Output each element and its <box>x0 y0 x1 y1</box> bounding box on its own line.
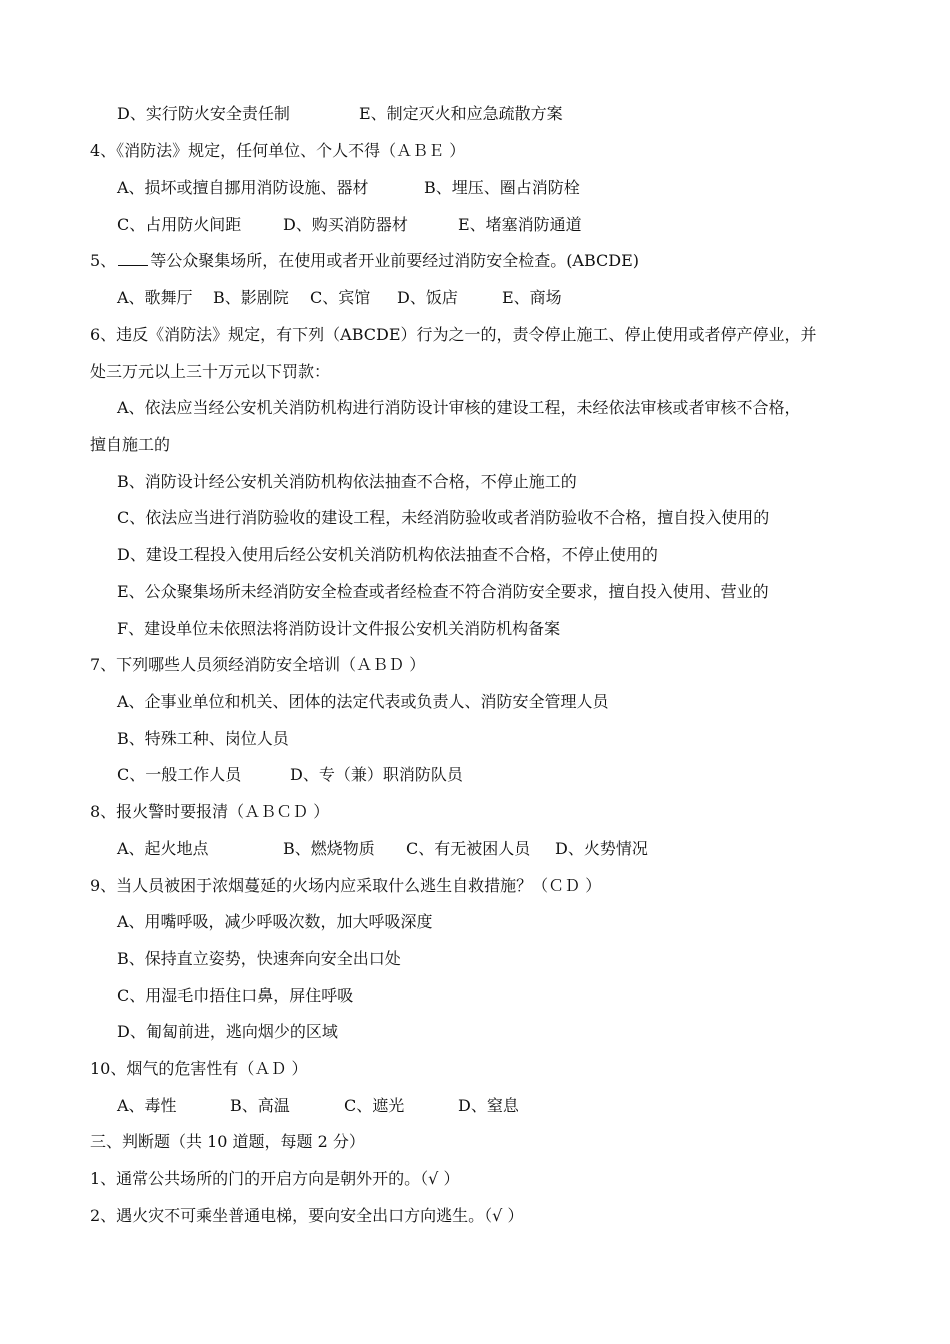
q9-option-a: A、用嘴呼吸，减少呼吸次数，加大呼吸深度 <box>117 912 433 931</box>
q4-option-c: C、占用防火间距 <box>117 215 242 234</box>
q10-stem: 10、烟气的危害性有（ＡＤ ） <box>90 1059 308 1078</box>
q8-stem: 8、报火警时要报清（ＡＢＣＤ ） <box>90 802 330 821</box>
q6-option-c: C、依法应当进行消防验收的建设工程，未经消防验收或者消防验收不合格，擅自投入使用的 <box>117 508 770 527</box>
q6-option-b: B、消防设计经公安机关消防机构依法抽查不合格，不停止施工的 <box>117 472 577 491</box>
q4-option-b: B、埋压、圈占消防栓 <box>424 178 580 197</box>
q4-stem: 4、《消防法》规定，任何单位、个人不得（ＡＢＥ ） <box>90 141 466 160</box>
q4-option-e: E、堵塞消防通道 <box>458 215 582 234</box>
q7-option-a: A、企事业单位和机关、团体的法定代表或负责人、消防安全管理人员 <box>117 692 609 711</box>
q4-option-d: D、购买消防器材 <box>283 215 408 234</box>
section3-heading: 三、判断题（共 10 道题，每题 2 分） <box>90 1132 365 1151</box>
q6-option-e: E、公众聚集场所未经消防安全检查或者经检查不符合消防安全要求，擅自投入使用、营业的 <box>117 582 769 601</box>
q5-option-d: D、饭店 <box>397 288 458 307</box>
q9-stem: 9、当人员被困于浓烟蔓延的火场内应采取什么逃生自救措施？（ＣＤ ） <box>90 876 602 895</box>
q9-option-c: C、用湿毛巾捂住口鼻，屏住呼吸 <box>117 986 354 1005</box>
q6-option-f: F、建设单位未依照法将消防设计文件报公安机关消防机构备案 <box>117 619 561 638</box>
q5-option-c: C、宾馆 <box>310 288 371 307</box>
q7-option-b: B、特殊工种、岗位人员 <box>117 729 289 748</box>
q5-stem <box>90 251 639 271</box>
q6-stem-line1: 6、违反《消防法》规定，有下列（ABCDE）行为之一的，责令停止施工、停止使用或者停产停业，并 <box>90 325 817 344</box>
q7-stem: 7、下列哪些人员须经消防安全培训（ＡＢＤ ） <box>90 655 426 674</box>
q3-option-e: E、制定灭火和应急疏散方案 <box>359 104 563 123</box>
q8-option-b: B、燃烧物质 <box>283 839 375 858</box>
section3-q2: 2、遇火灾不可乘坐普通电梯，要向安全出口方向逃生。（√ ） <box>90 1206 524 1225</box>
q9-option-d: D、匍匐前进，逃向烟少的区域 <box>117 1022 338 1041</box>
q8-option-a: A、起火地点 <box>117 839 209 858</box>
q5-option-b: B、影剧院 <box>213 288 289 307</box>
q8-option-c: C、有无被困人员 <box>406 839 531 858</box>
q5-text: 等公众聚集场所，在使用或者开业前要经过消防安全检查。(ABCDE) <box>150 251 640 270</box>
q10-option-a: A、毒性 <box>117 1096 177 1115</box>
q3-option-d: D、实行防火安全责任制 <box>117 104 290 123</box>
q8-option-d: D、火势情况 <box>555 839 648 858</box>
q6-option-d: D、建设工程投入使用后经公安机关消防机构依法抽查不合格，不停止使用的 <box>117 545 658 564</box>
q10-option-c: C、遮光 <box>344 1096 405 1115</box>
q7-option-c: C、一般工作人员 <box>117 765 242 784</box>
q7-option-d: D、专（兼）职消防队员 <box>290 765 463 784</box>
q9-option-b: B、保持直立姿势，快速奔向安全出口处 <box>117 949 401 968</box>
section3-q1: 1、通常公共场所的门的开启方向是朝外开的。（√ ） <box>90 1169 460 1188</box>
q10-option-b: B、高温 <box>230 1096 290 1115</box>
q5-option-e: E、商场 <box>502 288 562 307</box>
fill-blank <box>118 251 148 266</box>
q6-option-a-line2: 擅自施工的 <box>90 435 171 454</box>
q5-option-a: A、歌舞厅 <box>117 288 193 307</box>
q6-option-a-line1: A、依法应当经公安机关消防机构进行消防设计审核的建设工程，未经依法审核或者审核不合格， <box>117 398 801 417</box>
q6-stem-line2: 处三万元以上三十万元以下罚款： <box>90 362 331 381</box>
q5-number: 5、 <box>90 251 117 270</box>
q4-option-a: A、损坏或擅自挪用消防设施、器材 <box>117 178 369 197</box>
q10-option-d: D、窒息 <box>458 1096 519 1115</box>
